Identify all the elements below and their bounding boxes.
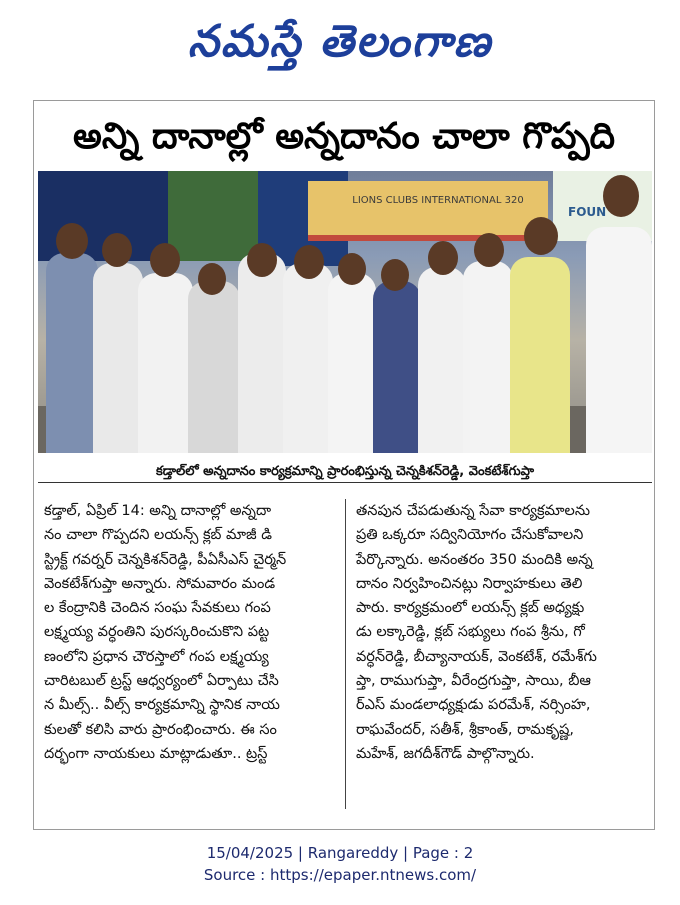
- article-line: దర్భంగా నాయకులు మాట్లాడుతూ.. ట్రస్ట్: [44, 745, 268, 762]
- article-line: నం చాలా గొప్పదని లయన్స్ క్లబ్ మాజీ డి: [44, 527, 272, 544]
- photo-person-head: [294, 245, 324, 279]
- photo-foundation-sign: FOUN: [568, 205, 607, 219]
- article-clipping: [33, 100, 655, 830]
- photo-person-head: [150, 243, 180, 277]
- article-column-left: [44, 499, 334, 824]
- photo-stall-sign: LIONS CLUBS INTERNATIONAL 320: [352, 195, 524, 206]
- article-line: స్ట్రిక్ట్ గవర్నర్ చెన్నకిశన్‌రెడ్డి, పీఏసీఎస్ చైర్మన్: [44, 551, 287, 568]
- footer-source-line: Source : https://epaper.ntnews.com/: [203, 866, 477, 884]
- article-line: కడ్తాల్, ఏప్రిల్ 14: అన్ని దానాల్లో అన్నదా: [44, 503, 272, 519]
- photo-person: [283, 263, 333, 453]
- article-line: పారు. కార్యక్రమంలో లయన్స్ క్లబ్ అధ్యక్షు: [356, 600, 585, 617]
- article-line: వర్ధన్‌రెడ్డి, బీచ్యానాయక్, వెంకటేశ్, రమేశ్‌గు: [356, 648, 597, 665]
- photo-trees: [168, 171, 258, 261]
- photo-person: [510, 257, 570, 453]
- article-line: ణంలోని ప్రధాన చౌరస్తాలో గంప లక్ష్మయ్య: [44, 648, 269, 665]
- photo-person: [418, 267, 466, 453]
- photo-person-head: [474, 233, 504, 267]
- article-photo: [38, 171, 652, 453]
- article-column-right: [356, 499, 646, 824]
- article-line: కులతో కలిసి వారు ప్రారంభించారు. ఈ సం: [44, 721, 277, 738]
- photo-person-head: [603, 175, 639, 217]
- photo-person-head: [56, 223, 88, 259]
- newspaper-masthead: నమస్తే తెలంగాణ: [187, 16, 493, 67]
- photo-person: [586, 227, 652, 453]
- photo-person-head: [381, 259, 409, 291]
- article-body: [44, 499, 648, 824]
- photo-caption: కడ్తాల్‌లో అన్నదానం కార్యక్రమాన్ని ప్రారంభిస్తున్న చెన్నకిశన్‌రెడ్డి, వెంకటేశ్‌గుప్తా: [38, 461, 652, 483]
- article-line: ల కేంద్రానికి చెందిన సంఘ సేవకులు గంప: [44, 600, 271, 617]
- article-line: చారిటబుల్ ట్రస్ట్ ఆధ్వర్యంలో ఏర్పాటు చేసి: [44, 673, 279, 690]
- photo-person: [373, 281, 421, 453]
- footer-date-line: 15/04/2025 | Rangareddy | Page : 2: [206, 844, 474, 862]
- photo-person-head: [247, 243, 277, 277]
- photo-person-head: [524, 217, 558, 255]
- article-line: ప్రతి ఒక్కరూ సద్వినియోగం చేసుకోవాలని: [356, 527, 584, 544]
- article-line: వెంకటేశ్‌గుప్తా అన్నారు. సోమవారం మండ: [44, 575, 276, 592]
- photo-person: [463, 261, 513, 453]
- photo-person-head: [338, 253, 366, 285]
- article-line: మహేశ్, జగదీశ్‌గౌడ్ పాల్గొన్నారు.: [356, 745, 535, 762]
- photo-person-head: [102, 233, 132, 267]
- photo-food-stall: [308, 181, 548, 241]
- photo-person: [238, 253, 286, 453]
- article-line: ప్తా, రాముగుప్తా, వీరేంద్రగుప్తా, సాయి, బీఆ: [356, 673, 591, 690]
- photo-person: [46, 253, 98, 453]
- article-line: లక్ష్మయ్య వర్ధంతిని పురస్కరించుకొని పట్ట: [44, 624, 270, 641]
- article-line: డు లక్కారెడ్డి, క్లబ్ సభ్యులు గంప శ్రీను, గో: [356, 624, 585, 641]
- photo-person: [188, 281, 240, 453]
- photo-person-head: [428, 241, 458, 275]
- article-line: రాఘవేందర్, సతీశ్, శ్రీకాంత్, రామకృష్ణ,: [356, 721, 574, 738]
- article-line: తనపున చేపడుతున్న సేవా కార్యక్రమాలను: [356, 503, 591, 519]
- article-line: న మీల్స్.. వీల్స్ కార్యక్రమాన్ని స్థానిక నాయ: [44, 697, 280, 714]
- column-divider: [345, 499, 346, 809]
- article-headline: అన్ని దానాల్లో అన్నదానం చాలా గొప్పది: [73, 116, 615, 157]
- article-line: ర్ఎస్ మండలాధ్యక్షుడు పరమేశ్, నర్సింహ,: [356, 697, 591, 714]
- photo-person: [93, 263, 143, 453]
- photo-person: [138, 273, 193, 453]
- article-line: పేర్కొన్నారు. అనంతరం 350 మందికి అన్న: [356, 551, 593, 568]
- photo-person-head: [198, 263, 226, 295]
- article-line: దానం నిర్వహించినట్లు నిర్వాహకులు తెలి: [356, 575, 583, 592]
- photo-person: [328, 273, 376, 453]
